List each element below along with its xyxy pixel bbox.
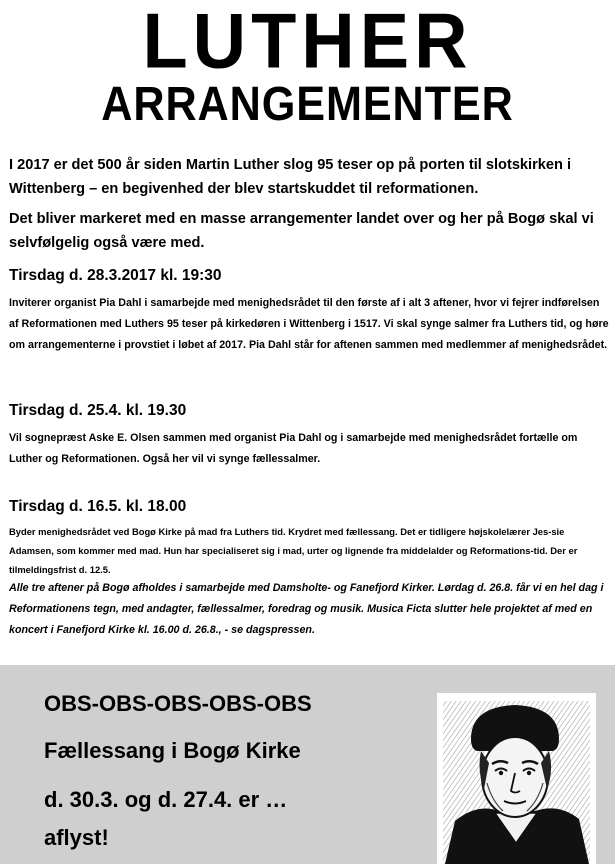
poster-title: LUTHER — [142, 0, 473, 85]
martin-luther-portrait-icon — [437, 693, 596, 864]
notice-line-4: aflyst! — [44, 825, 109, 850]
intro-paragraph-2: Det bliver markeret med en masse arrangementer landet over og her på Bogø skal vi selvfølgelig også være med. — [9, 211, 594, 251]
event-3-text: Byder menighedsrådet ved Bogø Kirke på mad fra Luthers tid. Krydret med fællessang. Det er tidligere højskolelærer Jes-sie Adamsen, som kommer med mad. Hun har specialiseret sig i mad, urter og lignende fra middelalder og Reformations-tid. Der er tilmeldingsfrist d. 12.5. — [9, 526, 578, 575]
event-1-text: Inviterer organist Pia Dahl i samarbejde med menighedsrådet til den første af i alt 3 aftener, hvor vi fejrer indførelsen af Reformationen med Luthers 95 teser på kirkedøren i Wittenberg i 1517. Vi skal synge salmer fra Luthers tid, og høre om arrangementerne i provstiet i løbet af 2017. Pia Dahl står for aftenen sammen med medlemmer af menighedsrådet. — [9, 297, 609, 351]
event-3-heading: Tirsdag d. 16.5. kl. 18.00 — [9, 498, 187, 515]
notice-line-3: d. 30.3. og d. 27.4. er … — [44, 787, 288, 812]
event-1-heading: Tirsdag d. 28.3.2017 kl. 19:30 — [9, 267, 222, 284]
collaboration-note: Alle tre aftener på Bogø afholdes i samarbejde med Damsholte- og Fanefjord Kirker. Lørdag d. 26.8. får vi en hel dag i Reformationens tegn, med andagter, fællessalmer, foredrag og musik. Musica Ficta slutter hele projektet af med en koncert i Fanefjord Kirke kl. 16.00 d. 26.8., - se dagspressen. — [9, 582, 604, 636]
intro-paragraph-1: I 2017 er det 500 år siden Martin Luther slog 95 teser op på porten til slotskirken i Wittenberg – en begivenhed der blev startskuddet til reformationen. — [9, 157, 572, 197]
event-2-heading: Tirsdag d. 25.4. kl. 19.30 — [9, 402, 187, 419]
event-2-text: Vil sognepræst Aske E. Olsen sammen med organist Pia Dahl og i samarbejde med menighedsrådet fortælle om Luther og Reformationen. Også her vil vi synge fællessalmer. — [9, 432, 578, 465]
poster-subtitle: ARRANGEMENTER — [101, 78, 514, 131]
notice-line-2: Fællessang i Bogø Kirke — [44, 738, 301, 763]
notice-line-1: OBS-OBS-OBS-OBS-OBS — [44, 691, 312, 716]
